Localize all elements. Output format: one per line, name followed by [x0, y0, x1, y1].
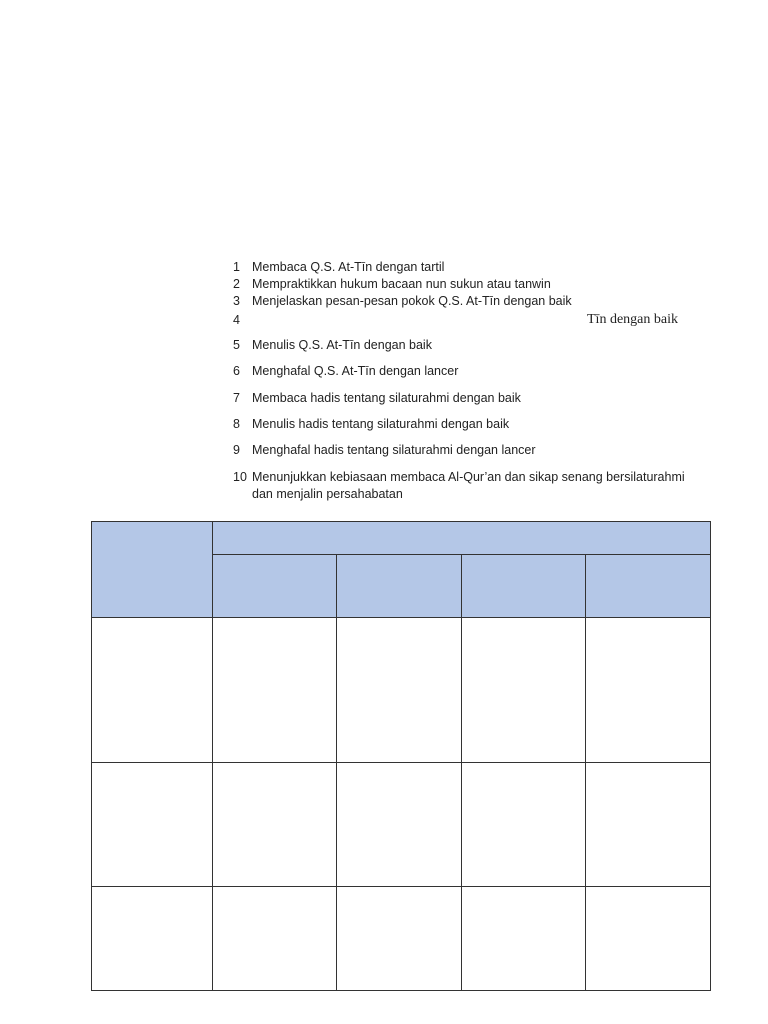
table-header-row [92, 522, 711, 555]
list-item-number: 7 [233, 391, 240, 405]
table-cell [92, 763, 213, 887]
table-header-cell [462, 555, 586, 618]
list-item-number: 5 [233, 338, 240, 352]
list-item-number: 9 [233, 443, 240, 457]
overlay-text: Tīn dengan baik [587, 312, 678, 327]
list-item [233, 416, 509, 433]
list-item-number: 4 [233, 313, 240, 327]
table-row [92, 618, 711, 763]
list-item-text-line: dan menjalin persahabatan [252, 487, 403, 501]
table-cell [462, 618, 586, 763]
table-header-cell [337, 555, 462, 618]
table-cell [92, 618, 213, 763]
table-cell [337, 887, 462, 991]
table-cell [213, 618, 337, 763]
table-cell [586, 618, 711, 763]
table-header-cell [213, 555, 337, 618]
list-item [233, 293, 572, 310]
assessment-table [91, 521, 711, 991]
table-row [92, 887, 711, 991]
list-item-text: Menghafal hadis tentang silaturahmi dengan lancer [252, 443, 536, 457]
list-item-text: Membaca hadis tentang silaturahmi dengan baik [252, 391, 521, 405]
list-item-text: Membaca Q.S. At-Tīn dengan tartil [252, 260, 445, 274]
list-item-text: Menulis hadis tentang silaturahmi dengan baik [252, 417, 510, 431]
list-item-text-line: Menunjukkan kebiasaan membaca Al-Qur’an dan sikap senang bersilaturahmi [252, 470, 685, 484]
list-item [233, 276, 551, 293]
list-item [233, 469, 685, 503]
list-item-number: 3 [233, 294, 240, 308]
list-item-number: 10 [233, 470, 247, 484]
list-item [233, 337, 432, 354]
table-cell [337, 763, 462, 887]
list-item-number: 6 [233, 364, 240, 378]
table-header-cell [213, 522, 711, 555]
list-item-text: Menghafal Q.S. At-Tīn dengan lancer [252, 364, 459, 378]
list-item-text: Menulis Q.S. At-Tīn dengan baik [252, 338, 432, 352]
list-item [233, 312, 252, 329]
table-row [92, 763, 711, 887]
table-cell [213, 763, 337, 887]
table-cell [92, 887, 213, 991]
list-item [233, 442, 536, 459]
table-cell [462, 763, 586, 887]
list-item-number: 8 [233, 417, 240, 431]
list-item-number: 1 [233, 260, 240, 274]
list-item [233, 390, 521, 407]
table-cell [213, 887, 337, 991]
list-item [233, 363, 458, 380]
table-cell [462, 887, 586, 991]
table-cell [337, 618, 462, 763]
list-item [233, 259, 444, 276]
list-item-text: Mempraktikkan hukum bacaan nun sukun atau tanwin [252, 277, 551, 291]
table-cell [586, 763, 711, 887]
table-header-cell [92, 522, 213, 618]
list-item-text: Menjelaskan pesan-pesan pokok Q.S. At-Tīn dengan baik [252, 294, 572, 308]
table-cell [586, 887, 711, 991]
list-item-text [252, 469, 685, 503]
list-item-number: 2 [233, 277, 240, 291]
table-header-cell [586, 555, 711, 618]
